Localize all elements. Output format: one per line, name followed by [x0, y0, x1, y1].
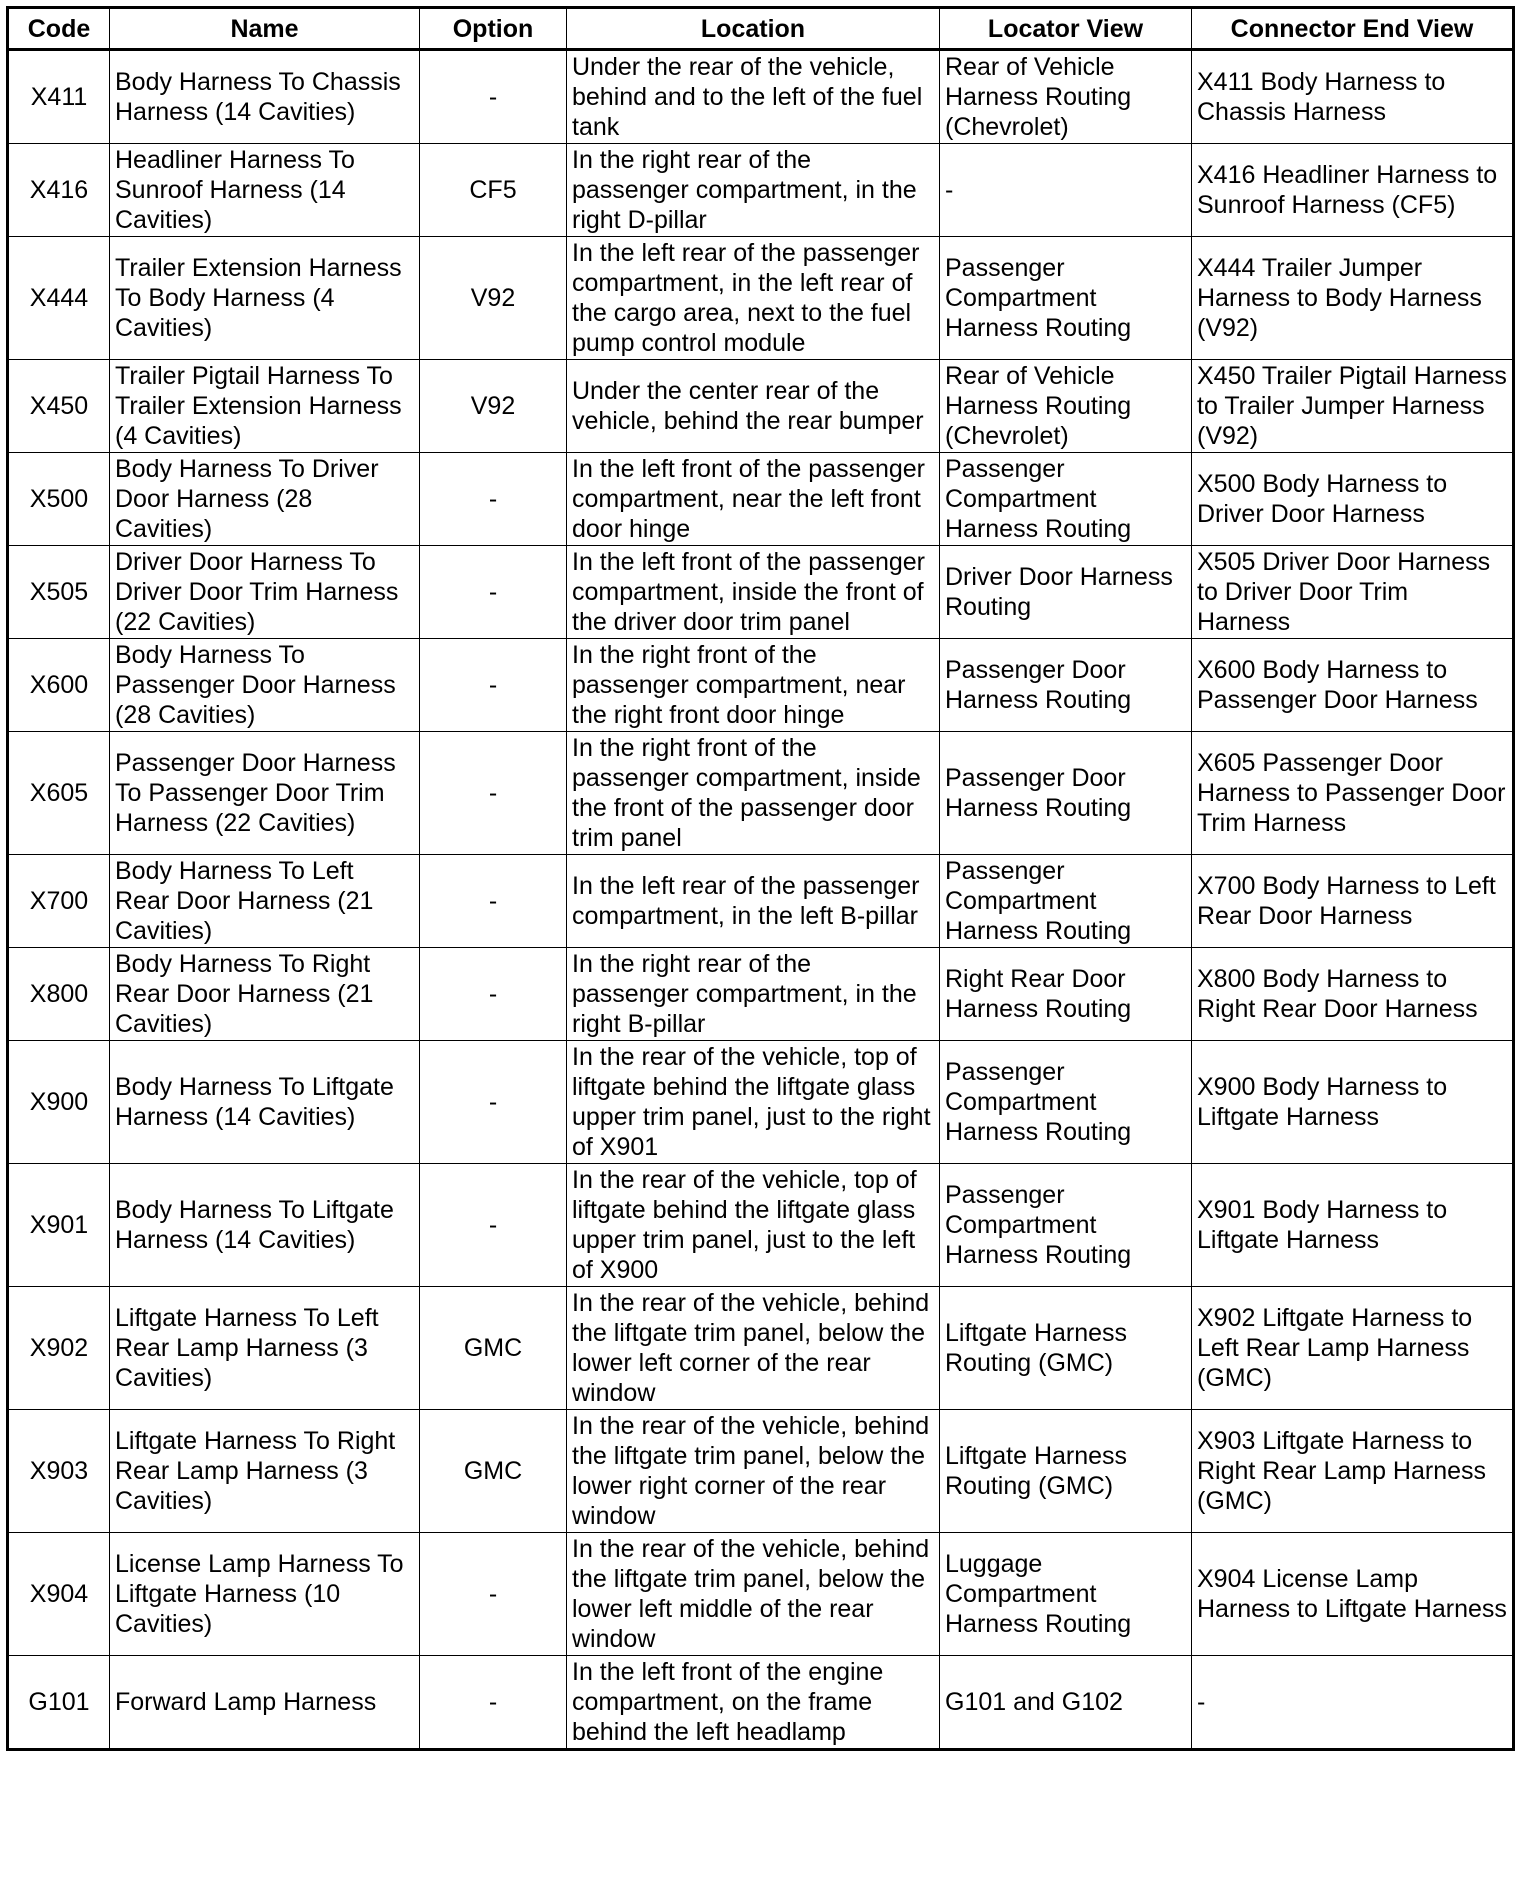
cell-connector-end-view: X903 Liftgate Harness to Right Rear Lamp Harness (GMC) — [1192, 1410, 1514, 1533]
cell-locator-view: Luggage Compartment Harness Routing — [940, 1533, 1192, 1656]
cell-option: - — [420, 1164, 567, 1287]
cell-code: X411 — [8, 50, 110, 144]
table-row — [8, 639, 1514, 732]
cell-option: V92 — [420, 360, 567, 453]
cell-option: - — [420, 546, 567, 639]
connector-table — [6, 6, 1515, 1751]
cell-location: In the rear of the vehicle, behind the liftgate trim panel, below the lower left corner of the rear window — [567, 1287, 940, 1410]
cell-option: - — [420, 1656, 567, 1750]
table-row — [8, 546, 1514, 639]
cell-connector-end-view: X444 Trailer Jumper Harness to Body Harness (V92) — [1192, 237, 1514, 360]
cell-locator-view: Rear of Vehicle Harness Routing (Chevrolet) — [940, 360, 1192, 453]
cell-locator-view: Passenger Compartment Harness Routing — [940, 855, 1192, 948]
cell-connector-end-view: X700 Body Harness to Left Rear Door Harness — [1192, 855, 1514, 948]
cell-code: X901 — [8, 1164, 110, 1287]
table-header — [8, 8, 1514, 50]
cell-connector-end-view: X505 Driver Door Harness to Driver Door Trim Harness — [1192, 546, 1514, 639]
header-name: Name — [110, 8, 420, 50]
cell-location: In the rear of the vehicle, behind the liftgate trim panel, below the lower left middle of the rear window — [567, 1533, 940, 1656]
cell-name: Trailer Extension Harness To Body Harness (4 Cavities) — [110, 237, 420, 360]
header-row — [8, 8, 1514, 50]
cell-locator-view: Liftgate Harness Routing (GMC) — [940, 1287, 1192, 1410]
cell-option: - — [420, 1041, 567, 1164]
cell-name: Liftgate Harness To Right Rear Lamp Harness (3 Cavities) — [110, 1410, 420, 1533]
cell-name: License Lamp Harness To Liftgate Harness (10 Cavities) — [110, 1533, 420, 1656]
header-option: Option — [420, 8, 567, 50]
cell-code: X800 — [8, 948, 110, 1041]
cell-locator-view: Passenger Compartment Harness Routing — [940, 1041, 1192, 1164]
table-row — [8, 1410, 1514, 1533]
cell-location: In the left rear of the passenger compartment, in the left B-pillar — [567, 855, 940, 948]
cell-name: Body Harness To Liftgate Harness (14 Cavities) — [110, 1164, 420, 1287]
cell-code: X900 — [8, 1041, 110, 1164]
table-body — [8, 50, 1514, 1750]
header-connector-end-view: Connector End View — [1192, 8, 1514, 50]
cell-location: In the rear of the vehicle, behind the liftgate trim panel, below the lower right corner of the rear window — [567, 1410, 940, 1533]
header-locator-view: Locator View — [940, 8, 1192, 50]
cell-option: GMC — [420, 1287, 567, 1410]
cell-location: In the right rear of the passenger compartment, in the right B-pillar — [567, 948, 940, 1041]
header-code: Code — [8, 8, 110, 50]
cell-name: Headliner Harness To Sunroof Harness (14 Cavities) — [110, 144, 420, 237]
cell-option: - — [420, 855, 567, 948]
table-row — [8, 732, 1514, 855]
cell-code: X416 — [8, 144, 110, 237]
cell-name: Body Harness To Left Rear Door Harness (21 Cavities) — [110, 855, 420, 948]
cell-location: Under the center rear of the vehicle, behind the rear bumper — [567, 360, 940, 453]
cell-connector-end-view: X605 Passenger Door Harness to Passenger Door Trim Harness — [1192, 732, 1514, 855]
cell-location: Under the rear of the vehicle, behind and to the left of the fuel tank — [567, 50, 940, 144]
cell-code: X444 — [8, 237, 110, 360]
cell-code: X700 — [8, 855, 110, 948]
cell-locator-view: G101 and G102 — [940, 1656, 1192, 1750]
cell-locator-view: Right Rear Door Harness Routing — [940, 948, 1192, 1041]
cell-connector-end-view: X901 Body Harness to Liftgate Harness — [1192, 1164, 1514, 1287]
table-row — [8, 360, 1514, 453]
cell-name: Body Harness To Passenger Door Harness (28 Cavities) — [110, 639, 420, 732]
cell-name: Forward Lamp Harness — [110, 1656, 420, 1750]
cell-locator-view: Passenger Door Harness Routing — [940, 732, 1192, 855]
table-row — [8, 948, 1514, 1041]
cell-name: Passenger Door Harness To Passenger Door Trim Harness (22 Cavities) — [110, 732, 420, 855]
table-row — [8, 237, 1514, 360]
cell-locator-view: Passenger Door Harness Routing — [940, 639, 1192, 732]
cell-option: GMC — [420, 1410, 567, 1533]
table-row — [8, 50, 1514, 144]
table-row — [8, 453, 1514, 546]
cell-code: X903 — [8, 1410, 110, 1533]
cell-locator-view: Driver Door Harness Routing — [940, 546, 1192, 639]
cell-option: - — [420, 453, 567, 546]
cell-name: Body Harness To Chassis Harness (14 Cavities) — [110, 50, 420, 144]
header-location: Location — [567, 8, 940, 50]
cell-location: In the rear of the vehicle, top of liftgate behind the liftgate glass upper trim panel, just to the left of X900 — [567, 1164, 940, 1287]
cell-locator-view: - — [940, 144, 1192, 237]
cell-connector-end-view: X800 Body Harness to Right Rear Door Harness — [1192, 948, 1514, 1041]
cell-location: In the right rear of the passenger compartment, in the right D-pillar — [567, 144, 940, 237]
cell-name: Trailer Pigtail Harness To Trailer Extension Harness (4 Cavities) — [110, 360, 420, 453]
cell-connector-end-view: X450 Trailer Pigtail Harness to Trailer Jumper Harness (V92) — [1192, 360, 1514, 453]
cell-location: In the left front of the passenger compartment, near the left front door hinge — [567, 453, 940, 546]
cell-name: Body Harness To Driver Door Harness (28 Cavities) — [110, 453, 420, 546]
cell-locator-view: Liftgate Harness Routing (GMC) — [940, 1410, 1192, 1533]
cell-name: Body Harness To Right Rear Door Harness (21 Cavities) — [110, 948, 420, 1041]
cell-code: X450 — [8, 360, 110, 453]
cell-option: CF5 — [420, 144, 567, 237]
table-row — [8, 1287, 1514, 1410]
table-row — [8, 1164, 1514, 1287]
cell-locator-view: Passenger Compartment Harness Routing — [940, 453, 1192, 546]
cell-code: X904 — [8, 1533, 110, 1656]
cell-location: In the left front of the passenger compartment, inside the front of the driver door trim panel — [567, 546, 940, 639]
cell-connector-end-view: X500 Body Harness to Driver Door Harness — [1192, 453, 1514, 546]
cell-name: Driver Door Harness To Driver Door Trim Harness (22 Cavities) — [110, 546, 420, 639]
cell-location: In the right front of the passenger compartment, near the right front door hinge — [567, 639, 940, 732]
table-row — [8, 144, 1514, 237]
cell-location: In the left front of the engine compartment, on the frame behind the left headlamp — [567, 1656, 940, 1750]
cell-connector-end-view: X416 Headliner Harness to Sunroof Harness (CF5) — [1192, 144, 1514, 237]
cell-connector-end-view: - — [1192, 1656, 1514, 1750]
cell-connector-end-view: X411 Body Harness to Chassis Harness — [1192, 50, 1514, 144]
cell-option: - — [420, 732, 567, 855]
cell-code: X500 — [8, 453, 110, 546]
cell-connector-end-view: X900 Body Harness to Liftgate Harness — [1192, 1041, 1514, 1164]
cell-location: In the right front of the passenger compartment, inside the front of the passenger door trim panel — [567, 732, 940, 855]
cell-name: Liftgate Harness To Left Rear Lamp Harness (3 Cavities) — [110, 1287, 420, 1410]
table-row — [8, 1533, 1514, 1656]
cell-connector-end-view: X902 Liftgate Harness to Left Rear Lamp Harness (GMC) — [1192, 1287, 1514, 1410]
cell-connector-end-view: X600 Body Harness to Passenger Door Harness — [1192, 639, 1514, 732]
table-row — [8, 1041, 1514, 1164]
cell-locator-view: Passenger Compartment Harness Routing — [940, 1164, 1192, 1287]
table-row — [8, 855, 1514, 948]
cell-option: - — [420, 1533, 567, 1656]
cell-name: Body Harness To Liftgate Harness (14 Cavities) — [110, 1041, 420, 1164]
table-row — [8, 1656, 1514, 1750]
cell-connector-end-view: X904 License Lamp Harness to Liftgate Harness — [1192, 1533, 1514, 1656]
cell-location: In the left rear of the passenger compartment, in the left rear of the cargo area, next to the fuel pump control module — [567, 237, 940, 360]
cell-location: In the rear of the vehicle, top of liftgate behind the liftgate glass upper trim panel, just to the right of X901 — [567, 1041, 940, 1164]
cell-code: G101 — [8, 1656, 110, 1750]
cell-locator-view: Rear of Vehicle Harness Routing (Chevrolet) — [940, 50, 1192, 144]
cell-locator-view: Passenger Compartment Harness Routing — [940, 237, 1192, 360]
cell-code: X505 — [8, 546, 110, 639]
cell-code: X605 — [8, 732, 110, 855]
cell-option: - — [420, 948, 567, 1041]
cell-option: - — [420, 639, 567, 732]
cell-code: X902 — [8, 1287, 110, 1410]
cell-option: - — [420, 50, 567, 144]
cell-option: V92 — [420, 237, 567, 360]
cell-code: X600 — [8, 639, 110, 732]
